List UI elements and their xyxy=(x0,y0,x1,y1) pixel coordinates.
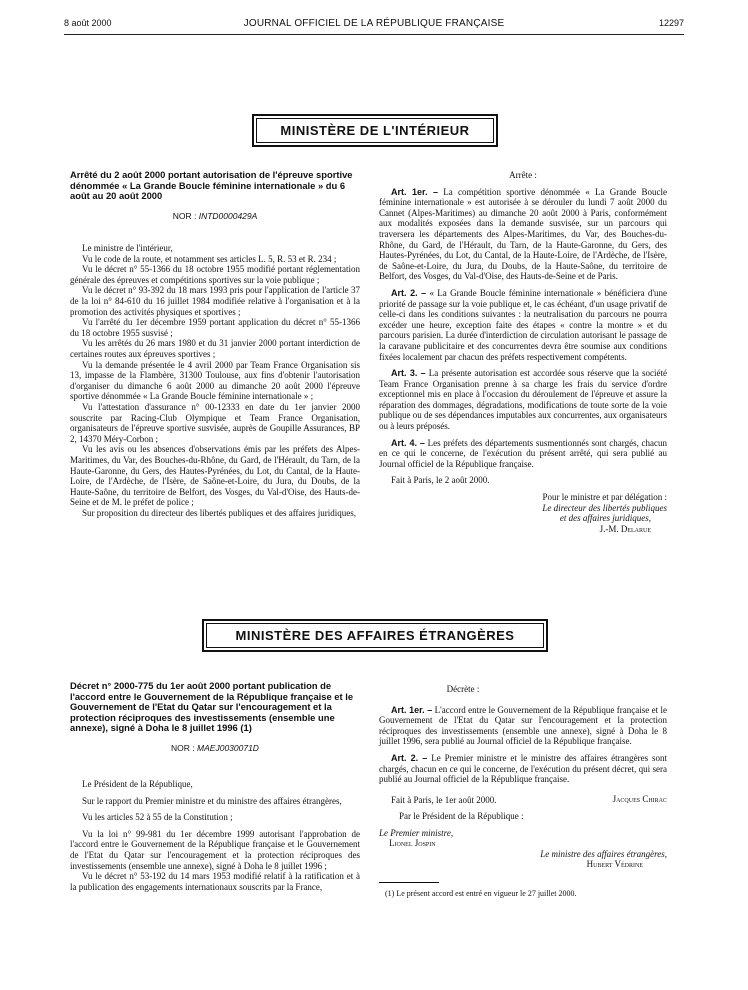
visa-paragraph: Vu les arrêtés du 26 mars 1980 et du 31 janvier 2000 portant interdiction de certaines routes aux épreuves sportives ; xyxy=(70,338,360,360)
signature-title-line2: et des affaires juridiques, xyxy=(559,513,651,524)
ministry-interieur-heading: MINISTÈRE DE L'INTÉRIEUR xyxy=(256,118,494,143)
visa-paragraph: Sur proposition du directeur des libertés publiques et des affaires juridiques, xyxy=(82,507,357,518)
header-journal-title: JOURNAL OFFICIEL DE LA RÉPUBLIQUE FRANÇAISE xyxy=(243,18,505,29)
header-date: 8 août 2000 xyxy=(64,18,112,28)
ministry-affaires-etrangeres-box xyxy=(202,619,548,652)
decret-article-1: Art. 1er. – L'accord entre le Gouvernement de la République française et le Gouvernement de l'Etat du Qatar sur l'encouragement et la protection réciproques des investissements (ensemble une annexe), signé à Doha le 8 juillet 1996, sera publié au Journal officiel de la République française. xyxy=(379,704,667,747)
footnote: (1) Le présent accord est entré en vigueur le 27 juillet 2000. xyxy=(385,888,577,898)
decret-visa-paragraph: Le Président de la République, xyxy=(82,779,193,790)
header-page-number: 12297 xyxy=(658,18,684,28)
decrete-keyword: Décrète : xyxy=(446,684,480,694)
arrete-keyword: Arrête : xyxy=(509,170,537,180)
visa-paragraph: Vu l'arrêté du 1er décembre 1959 portant application du décret n° 55-1366 du 18 octobre 1955 susvisé ; xyxy=(70,317,360,338)
decret-visa-paragraph: Sur le rapport du Premier ministre et du ministre des affaires étrangères, xyxy=(82,795,342,806)
visa-paragraph: Vu le code de la route, et notamment ses articles L. 5, R. 53 et R. 234 ; xyxy=(82,253,337,264)
decret-nor: NOR : MAEJ0030071D xyxy=(171,742,259,753)
visa-paragraph: Vu l'attestation d'assurance n° 00-12333 en date du 1er janvier 2000 souscrite par Racing-Club Olympique et Team France Organisation, organisateurs de l'épreuve sportive susvisée, auprès de Goupille Assurances, BP 2, 14370 Méry-Corbon ; xyxy=(70,402,360,444)
article-2: Art. 2. – « La Grande Boucle féminine internationale » bénéficiera d'une priorité de passage sur la voie publique et, le cas échéant, d'un usage privatif de celle-ci dans les conditions suivantes : la neutralisation du parcours ne pourra excéder une heure, exception faite des étapes « contre la montre » et du parcours parisien. La durée d'interdiction de circulation autorisant le passage de la caravane publicitaire et des concurrentes devra être soumise aux conditions fixées localement par chacun des préfets respectivement compétents. xyxy=(379,287,668,362)
ministry-affaires-etrangeres-heading: MINISTÈRE DES AFFAIRES ÉTRANGÈRES xyxy=(206,623,544,648)
visa-paragraph: Vu la demande présentée le 4 avril 2000 par Team France Organisation sis 13, impasse de la Flambère, 31300 Toulouse, aux fins d'obtenir l'autorisation d'organiser du dimanche 6 août 2000 au dimanche 20 août 2000 l'épreuve sportive dénommée « La Grande Boucle féminine internationale » ; xyxy=(70,359,360,402)
par-le-president: Par le Président de la République : xyxy=(399,810,524,821)
arrete-left-column xyxy=(70,170,360,519)
mae-title: Le ministre des affaires étrangères, xyxy=(540,848,667,859)
decret-visa-paragraph: Vu le décret n° 53-192 du 14 mars 1953 modifié relatif à la ratification et à la publication des engagements internationaux souscrits par la France, xyxy=(70,871,360,892)
article-1: Art. 1er. – La compétition sportive dénommée « La Grande Boucle féminine internationale » est autorisée à se dérouler du lundi 7 août 2000 du Cannet (Alpes-Maritimes) au dimanche 20 août 2000 à Paris, conformément aux modalités exposées dans la demande susvisée, sur un parcours qui traversera les départements des Alpes-Maritimes, du Var, des Bouches-du-Rhône, du Gard, de l'Hérault, du Tarn, de la Haute-Garonne, du Gers, des Hautes-Pyrénées, du Lot, du Cantal, de la Haute-Loire, de l'Ardèche, de l'Isère, de Saône-et-Loire, du Jura, du Doubs, de la Haute-Saône, du territoire de Belfort, des Vosges, du Val-d'Oise, des Hauts-de-Seine et de Paris. xyxy=(379,186,668,282)
signature-name: J.-M. Delarue xyxy=(599,523,651,534)
page-header xyxy=(64,14,684,35)
footnote-separator xyxy=(379,882,439,883)
decret-date-place: Fait à Paris, le 1er août 2000. xyxy=(391,794,497,805)
decret-visa-paragraph: Vu la loi n° 99-981 du 1er décembre 1999 autorisant l'approbation de l'accord entre le Gouvernement de la République française et le Gouvernement de l'Etat du Qatar sur l'encouragement et la protection réciproques des investissements (ensemble une annexe), signé à Doha le 8 juillet 1996 ; xyxy=(70,828,360,871)
visa-paragraph: Le ministre de l'intérieur, xyxy=(82,243,173,254)
visa-paragraph: Vu le décret n° 93-392 du 18 mars 1993 pris pour l'application de l'article 37 de la loi n° 84-610 du 16 juillet 1984 modifiée relative à l'organisation et à la promotion des activités physiques et sportives ; xyxy=(70,285,360,317)
decret-left-column xyxy=(70,681,360,892)
article-4: Art. 4. – Les préfets des départements susmentionnés sont chargés, chacun en ce qui le concerne, de l'exécution du présent arrêté, qui sera publié au Journal officiel de la République française. xyxy=(379,437,668,469)
ministry-interieur-box xyxy=(252,114,498,147)
signature-delegation: Pour le ministre et par délégation : xyxy=(542,492,667,503)
signature-title-line1: Le directeur des libertés publiques xyxy=(542,502,667,513)
arrete-date-place: Fait à Paris, le 2 août 2000. xyxy=(391,475,490,486)
arrete-nor: NOR : INTD0000429A xyxy=(172,210,258,221)
pm-title: Le Premier ministre, xyxy=(379,827,454,838)
visa-paragraph: Vu les avis ou les absences d'observations émis par les préfets des Alpes-Maritimes, du Var, des Bouches-du-Rhône, du Gard, de l'Hérault, du Tarn, de la Haute-Garonne, du Gers, des Hautes-Pyrénées, du Lot, du Cantal, de la Haute-Loire, de l'Ardèche, de l'Isère, de Saône-et-Loire, du Jura, du Doubs, de la Haute-Saône, du territoire de Belfort, des Vosges, du Val-d'Oise, des Hauts-de-Seine et de M. le préfet de police ; xyxy=(70,444,360,508)
article-3: Art. 3. – La présente autorisation est accordée sous réserve que la société Team France Organisation prenne à sa charge les frais du service d'ordre exceptionnel mis en place à l'occasion du déroulement de l'épreuve et assure la réparation des dommages, dégradations, modifications de toute sorte de la voie publique ou de ses dépendances imputables aux concurrentes, aux organisateurs ou à leurs préposés. xyxy=(379,368,668,432)
decret-visa-paragraph: Vu les articles 52 à 55 de la Constitution ; xyxy=(82,812,233,823)
president-signature: Jacques Chirac xyxy=(612,794,667,805)
decret-right-column xyxy=(379,684,667,900)
mae-name: Hubert Védrine xyxy=(586,859,643,870)
decret-article-2: Art. 2. – Le Premier ministre et le ministre des affaires étrangères sont chargés, chacun en ce qui le concerne, de l'exécution du présent décret, qui sera publié au Journal officiel de la République française. xyxy=(379,752,668,785)
pm-name: Lionel Jospin xyxy=(389,838,436,849)
arrete-title: Arrêté du 2 août 2000 portant autorisation de l'épreuve sportive dénommée « La Grande Boucle féminine internationale » du 6 août au 20 août 2000 xyxy=(70,169,353,201)
visa-paragraph: Vu le décret n° 55-1366 du 18 octobre 1955 modifié portant réglementation générale des épreuves et compétitions sportives sur la voie publique ; xyxy=(70,264,360,285)
decret-title: Décret n° 2000-775 du 1er août 2000 portant publication de l'accord entre le Gouvernement de la République française et le Gouvernement de l'Etat du Qatar sur l'encouragement et la protection réciproques des investissements (ensemble une annexe), signé à Doha le 8 juillet 1996 (1) xyxy=(70,680,354,733)
arrete-right-column xyxy=(379,170,667,534)
